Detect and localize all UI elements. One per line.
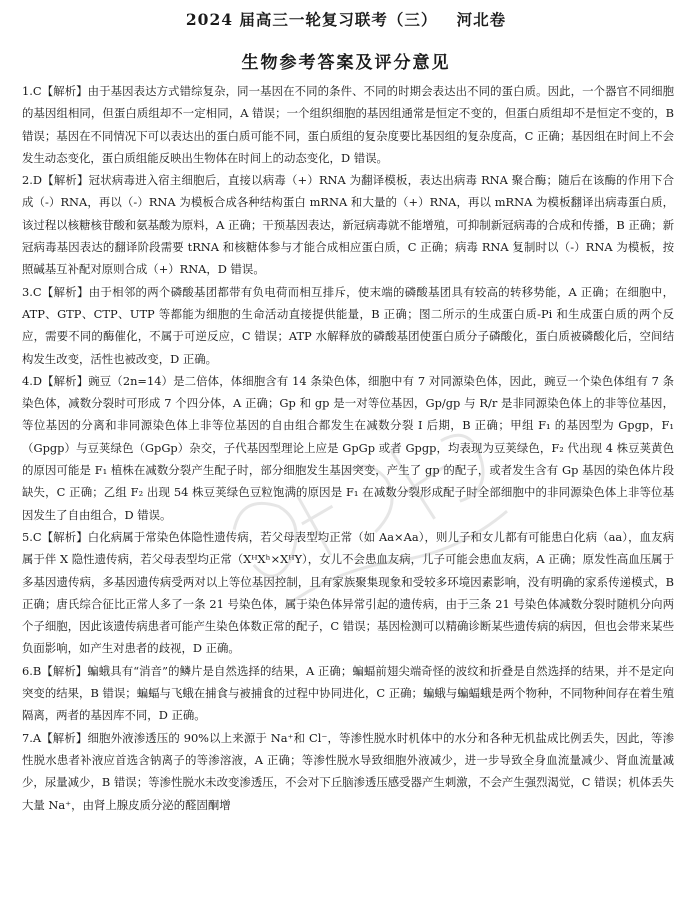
answer-1: 1.C【解析】由于基因表达方式错综复杂，同一基因在不同的条件、不同的时期会表达出不同的蛋白质。因此，一个器官不同细胞的基因组相同，但蛋白质组却不一定相同，A 错误；一个组织细胞的基因组通常是恒定不变的，但蛋白质组却不是恒定不变的，B 错误；基因在不同情况下可以表达出的蛋白质可能不同，蛋白质组的复杂度要比基因组的复杂度高，C 正确；基因组在时间上不会发生动态变化，蛋白质组能反映出生物体在时间上的动态变化，D 错误。 [22, 84, 674, 165]
answer-7: 7.A【解析】细胞外液渗透压的 90%以上来源于 Na⁺和 Cl⁻，等渗性脱水时机体中的水分和各种无机盐成比例丢失，因此，等渗性脱水患者补液应首选含钠离子的等渗溶液，A 正确；等渗性脱水导致细胞外液减少，进一步导致全身血流量减少、肾血流量减少，尿量减少，B 错误；等渗性脱水未改变渗透压，不会对下丘脑渗透压感受器产生刺激，不会产生强烈渴觉，C 错误；机体丢失大量 Na⁺，由肾上腺皮质分泌的醛固酮增 [22, 730, 674, 812]
answer-4: 4.D【解析】豌豆（2n=14）是二倍体，体细胞含有 14 条染色体，细胞中有 7 对同源染色体，因此，豌豆一个染色体组有 7 条染色体，减数分裂时可形成 7 个四分体，A 正确；Gp 和 gp 是一对等位基因，Gp/gp 与 R/r 是非同源染色体上的非等位基因，等位基因的分离和非同源染色体上非等位基因的自由组合都发生在减数分裂 I 后期，B 正确；甲组 F₁ 的基因型为 Gpgp，F₁（Gpgp）与豆荚绿色（GpGp）杂交，子代基因型理论上应是 GpGp 或者 Gpgp，均表现为豆荚绿色，F₂ 代出现 4 株豆荚黄色的原因可能是 F₁ 植株在减数分裂产生配子时，部分细胞发生基因突变，产生了 gp 的配子，或者发生含有 Gp 基因的染色体片段缺失，C 正确；乙组 F₂ 出现 54 株豆荚绿色豆粒饱满的原因是 F₁ 在减数分裂形成配子时全部细胞中的非同源染色体上非等位基因发生了自由组合，D 错误。 [22, 373, 674, 522]
answer-3: 3.C【解析】由于相邻的两个磷酸基团都带有负电荷而相互排斥，使末端的磷酸基团具有较高的转移势能，A 正确；在细胞中，ATP、GTP、CTP、UTP 等都能为细胞的生命活动直接提供能量，B 正确；图二所示的生成蛋白质-Pi 和生成蛋白质的两个反应，需要不同的酶催化，不属于可逆反应，C 错误；ATP 水解释放的磷酸基团使蛋白质分子磷酸化，蛋白质被磷酸化后，空间结构发生改变，活性也被改变，D 正确。 [22, 284, 674, 366]
answer-6: 6.B【解析】蝙蛾具有“消音”的鳞片是自然选择的结果，A 正确；蝙蝠前翅尖端奇怪的波纹和折叠是自然选择的结果，并不是定向突变的结果，B 错误；蝙蝠与飞蛾在捕食与被捕食的过程中协同进化，C 正确；蝙蛾与蝙蝠蛾是两个物种，不同物种间存在着生殖隔离，两者的基因库不同，D 正确。 [22, 663, 674, 723]
document-title: 生物参考答案及评分意见 [241, 53, 451, 73]
answer-list [22, 80, 674, 816]
answer-2: 2.D【解析】冠状病毒进入宿主细胞后，直接以病毒（+）RNA 为翻译模板，表达出病毒 RNA 聚合酶；随后在该酶的作用下合成（-）RNA，再以（-）RNA 为模板合成各种结构蛋白 mRNA 和大量的（+）RNA，再以 mRNA 为模板翻译出病毒蛋白质，该过程以核糖核苷酸和氨基酸为原料，A 正确；干预基因表达，新冠病毒就不能增殖，可抑制新冠病毒的合成和传播，B 正确；新冠病毒基因表达的翻译阶段需要 tRNA 和核糖体参与才能合成相应蛋白质，C 正确；病毒 RNA 复制时以（-）RNA 为模板，按照碱基互补配对原则合成（+）RNA，D 错误。 [22, 173, 674, 277]
exam-title: 2024 届高三一轮复习联考（三） 河北卷 [185, 10, 507, 29]
answer-5: 5.C【解析】白化病属于常染色体隐性遗传病，若父母表型均正常（如 Aa×Aa），则儿子和女儿都有可能患白化病（aa），血友病属于伴 X 隐性遗传病，若父母表型均正常（XᴴXʰ×XᴴY），女儿不会患血友病，儿子可能会患血友病，A 正确；原发性高血压属于多基因遗传病，多基因遗传病受两对以上等位基因控制，且有家族聚集现象和受较多环境因素影响，没有明确的家系传递模式，B 正确；唐氏综合征比正常人多了一条 21 号染色体，属于染色体异常引起的遗传病，由于三条 21 号染色体减数分裂时随机分向两个子细胞，因此该遗传病患者可能产生染色体数正常的配子，C 错误；基因检测可以精确诊断某些遗传病的病因，但也会带来某些负面影响，如产生对患者的歧视，D 正确。 [22, 529, 674, 656]
